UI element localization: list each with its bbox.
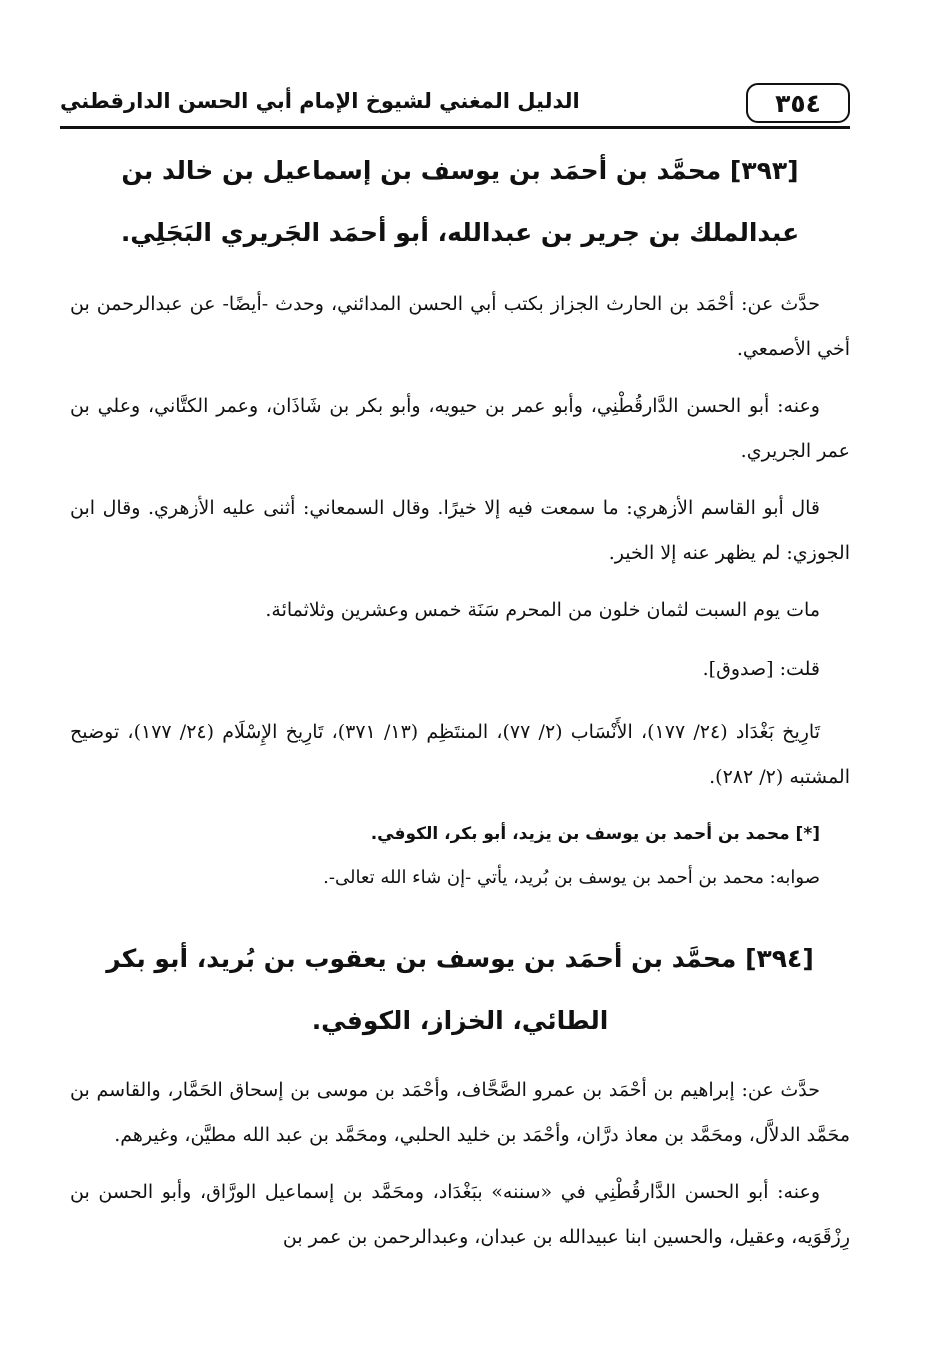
page-number: ٣٥٤ — [746, 83, 850, 123]
page-body — [70, 140, 850, 1272]
entry-393-students: وعنه: أبو الحسن الدَّارقُطْنِي، وأبو عمر بن حيويه، وأبو بكر بن شَاذَان، وعمر الكتَّاني، وعلي بن عمر الجريري. — [70, 395, 850, 462]
entry-394-teachers: حدَّث عن: إبراهيم بن أحْمَد بن عمرو الصَّحَّاف، وأحْمَد بن موسى بن إسحاق الحَمَّار، والقاسم بن محَمَّد الدلاَّل، ومحَمَّد بن معاذ درَّان، وأحْمَد بن خليد الحلبي، ومحَمَّد بن عبد الله مطيَّن، وغيرهم. — [70, 1079, 850, 1146]
entry-393-title: [٣٩٣] محمَّد بن أحمَد بن يوسف بن إسماعيل بن خالد بن عبدالملك بن جرير بن عبدالله، أبو أحمَد الجَريري البَجَلِي. — [120, 156, 800, 247]
entry-393-assessments: قال أبو القاسم الأزهري: ما سمعت فيه إلا خيرًا. وقال السمعاني: أثنى عليه الأزهري. وقال ابن الجوزي: لم يظهر عنه إلا الخير. — [70, 497, 850, 564]
entry-394-title: [٣٩٤] محمَّد بن أحمَد بن يوسف بن يعقوب بن بُريد، أبو بكر الطائي، الخزاز، الكوفي. — [106, 944, 814, 1035]
entry-394-students: وعنه: أبو الحسن الدَّارقُطْنِي في «سننه» ببَغْدَاد، ومحَمَّد بن إسماعيل الورَّاق، وأبو الحسن بن رِزْقَوَيه، وعقيل، والحسين ابنا عبيدالله بن عبدان، وعبدالرحمن بن عمر بن — [70, 1181, 850, 1248]
entry-393-death: مات يوم السبت لثمان خلون من المحرم سَنَة خمس وعشرين وثلاثمائة. — [265, 599, 820, 621]
entry-393-teachers: حدَّث عن: أحْمَد بن الحارث الجزاز بكتب أبي الحسن المدائني، وحدث -أيضًا- عن عبدالرحمن بن أخي الأصمعي. — [70, 293, 850, 360]
running-title: الدليل المغني لشيوخ الإمام أبي الحسن الدارقطني — [60, 89, 580, 113]
note-heading: [*] محمد بن أحمد بن يوسف بن يزيد، أبو بكر، الكوفي. — [370, 824, 820, 844]
entry-393-verdict: قلت: [صدوق]. — [702, 658, 820, 680]
note-correction: صوابه: محمد بن أحمد بن يوسف بن بُريد، يأتي -إن شاء الله تعالى-. — [323, 867, 820, 888]
header-divider — [60, 126, 850, 129]
entry-393-sources: تَارِيخ بَغْدَاد (٢٤/ ١٧٧)، الأَنْسَاب (٢/ ٧٧)، المنتَظِم (١٣/ ٣٧١)، تَارِيخ الإِسْلَام (٢٤/ ١٧٧)، توضيح المشتبه (٢/ ٢٨٢). — [70, 721, 850, 788]
page-header — [60, 76, 850, 126]
